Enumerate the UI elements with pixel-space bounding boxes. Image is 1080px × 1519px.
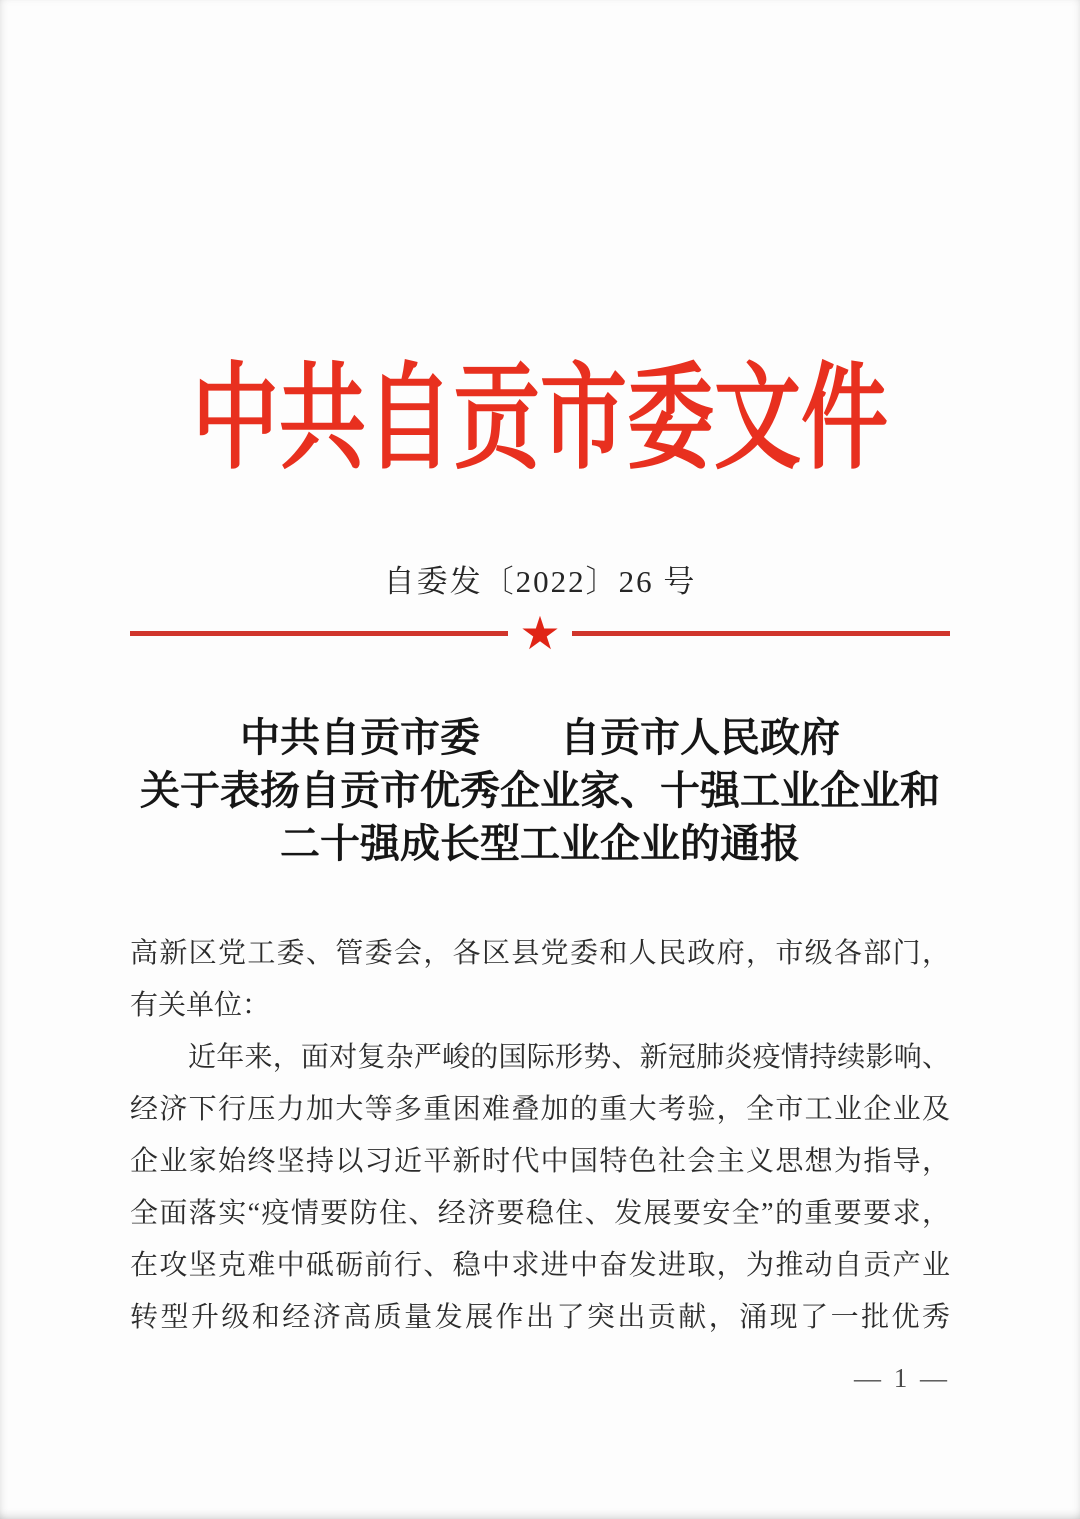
- body-line: 在攻坚克难中砥砺前行、稳中求进中奋发进取，为推动自贡产业: [130, 1250, 950, 1281]
- page-number: — 1 —: [854, 1363, 950, 1393]
- body-line: 转型升级和经济高质量发展作出了突出贡献，涌现了一批优秀: [130, 1302, 950, 1333]
- body-line: 经济下行压力加大等多重困难叠加的重大考验，全市工业企业及: [130, 1094, 950, 1125]
- divider-line-left: [130, 631, 508, 636]
- body-line: 全面落实“疫情要防住、经济要稳住、发展要安全”的重要要求，: [130, 1198, 950, 1229]
- body-line: 近年来，面对复杂严峻的国际形势、新冠肺炎疫情持续影响、: [188, 1042, 950, 1073]
- notice-title-line: 关于表扬自贡市优秀企业家、十强工业企业和: [140, 769, 940, 813]
- red-divider: [130, 606, 950, 660]
- body-line: 高新区党工委、管委会，各区县党委和人民政府，市级各部门，: [130, 938, 950, 969]
- divider-line-right: [572, 631, 950, 636]
- star-icon: ★: [519, 606, 561, 660]
- document-number: 自委发〔2022〕26 号: [383, 564, 697, 599]
- document-body: [130, 928, 950, 1344]
- document-header-title: 中共自贡市委文件: [192, 354, 888, 483]
- notice-title-line: 中共自贡市委 自贡市人民政府: [240, 716, 840, 760]
- notice-title: [0, 712, 1080, 871]
- body-line: 企业家始终坚持以习近平新时代中国特色社会主义思想为指导，: [130, 1146, 950, 1177]
- body-line: 有关单位：: [130, 990, 271, 1021]
- notice-title-line: 二十强成长型工业企业的通报: [280, 822, 800, 866]
